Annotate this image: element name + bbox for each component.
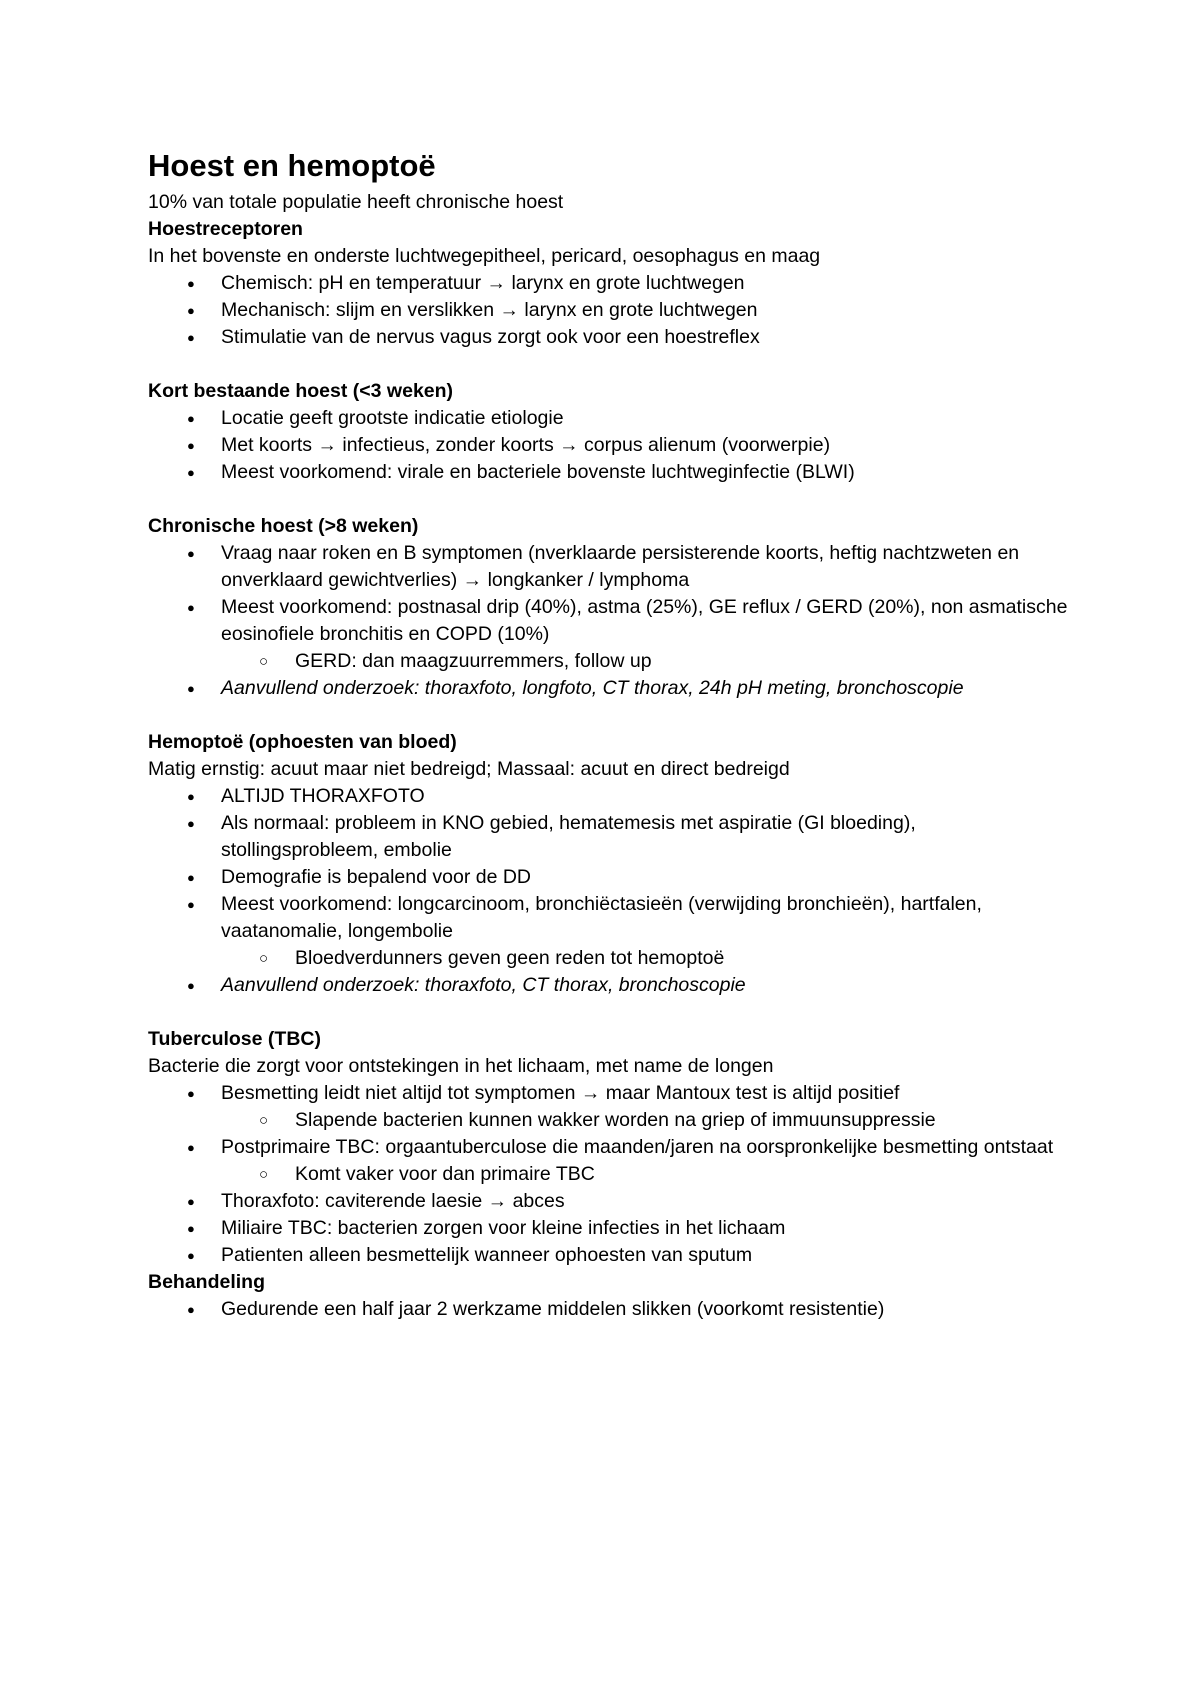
list-item: ● Met koorts → infectieus, zonder koorts → corpus alienum (voorwerpie): [148, 432, 1078, 459]
intro-text: 10% van totale populatie heeft chronische hoest: [148, 191, 564, 213]
bullet-icon: ●: [187, 1221, 195, 1236]
list-item: ● Demografie is bepalend voor de DD: [148, 864, 1078, 891]
list-item: ● Aanvullend onderzoek: thoraxfoto, CT thorax, bronchoscopie: [148, 972, 1078, 999]
list-item: ● Meest voorkomend: virale en bacteriele bovenste luchtweginfectie (BLWI): [148, 459, 1078, 486]
list-item: ● Vraag naar roken en B symptomen (nverklaarde persisterende koorts, heftig nachtzweten en onverklaard gewichtverlies) → longkanker / lymphoma: [187, 542, 1020, 591]
short-cough-list: [148, 405, 1078, 486]
spacer: [148, 486, 1078, 513]
bullet-icon: ●: [187, 789, 195, 804]
spacer: [148, 999, 1078, 1026]
section-heading-tbc: Tuberculose (TBC): [148, 1028, 321, 1050]
list-item: ● Besmetting leidt niet altijd tot symptomen → maar Mantoux test is altijd positief: [148, 1080, 1078, 1107]
tbc-list: [148, 1080, 1078, 1269]
bullet-icon: ●: [187, 330, 195, 345]
bullet-icon: ●: [187, 1140, 195, 1155]
list-item: ● Chemisch: pH en temperatuur → larynx en grote luchtwegen: [148, 270, 1078, 297]
spacer: [148, 351, 1078, 378]
section-heading-receptors: Hoestreceptoren: [148, 218, 303, 240]
bullet-icon: ●: [187, 276, 195, 291]
list-item: ● ALTIJD THORAXFOTO: [148, 783, 1078, 810]
bullet-icon: ●: [187, 411, 195, 426]
bullet-icon: ●: [187, 681, 195, 696]
list-item: ● Postprimaire TBC: orgaantuberculose die maanden/jaren na oorspronkelijke besmetting ontstaat: [148, 1134, 1078, 1161]
sub-bullet-icon: ○: [259, 653, 269, 670]
list-item: ● Meest voorkomend: longcarcinoom, bronchiëctasieën (verwijding bronchieën), hartfalen, vaatanomalie, longembolie: [187, 893, 982, 942]
list-item: ● Patienten alleen besmettelijk wanneer ophoesten van sputum: [148, 1242, 1078, 1269]
bullet-icon: ●: [187, 978, 195, 993]
list-item: ● Mechanisch: slijm en verslikken → larynx en grote luchtwegen: [148, 297, 1078, 324]
bullet-icon: ●: [187, 303, 195, 318]
list-item: ● Meest voorkomend: postnasal drip (40%), astma (25%), GE reflux / GERD (20%), non asmatische eosinofiele bronchitis en COPD (10%): [187, 596, 1068, 645]
bullet-icon: ●: [187, 816, 195, 831]
bullet-icon: ●: [187, 438, 195, 453]
bullet-icon: ●: [187, 1086, 195, 1101]
section-heading-short-cough: Kort bestaande hoest (<3 weken): [148, 380, 454, 402]
bullet-icon: ●: [187, 897, 195, 912]
bullet-icon: ●: [187, 465, 195, 480]
list-item: ● Als normaal: probleem in KNO gebied, hematemesis met aspiratie (GI bloeding), stollingsprobleem, embolie: [187, 812, 916, 861]
section-heading-treatment: Behandeling: [148, 1271, 266, 1293]
receptors-text: In het bovenste en onderste luchtwegepitheel, pericard, oesophagus en maag: [148, 245, 821, 267]
bullet-icon: ●: [187, 1194, 195, 1209]
section-heading-chronic-cough: Chronische hoest (>8 weken): [148, 515, 419, 537]
sub-list-item: ○ Bloedverdunners geven geen reden tot hemoptoë: [148, 945, 1078, 972]
section-heading-hemoptoe: Hemoptoë (ophoesten van bloed): [148, 731, 457, 753]
bullet-icon: ●: [187, 870, 195, 885]
sub-list-item: ○ GERD: dan maagzuurremmers, follow up: [148, 648, 1078, 675]
list-item: ● Miliaire TBC: bacterien zorgen voor kleine infecties in het lichaam: [148, 1215, 1078, 1242]
list-item: ● Thoraxfoto: caviterende laesie → abces: [148, 1188, 1078, 1215]
bullet-icon: ●: [187, 600, 195, 615]
list-item: ● Aanvullend onderzoek: thoraxfoto, longfoto, CT thorax, 24h pH meting, bronchoscopie: [148, 675, 1078, 702]
spacer: [148, 702, 1078, 729]
sub-bullet-icon: ○: [259, 1112, 269, 1129]
document-title: Hoest en hemoptoë: [148, 148, 436, 183]
document-page: [148, 146, 1078, 1323]
bullet-icon: ●: [187, 1302, 195, 1317]
sub-list-item: ○ Slapende bacterien kunnen wakker worden na griep of immuunsuppressie: [148, 1107, 1078, 1134]
hemoptoe-list: [148, 783, 1078, 999]
list-item: ● Stimulatie van de nervus vagus zorgt ook voor een hoestreflex: [148, 324, 1078, 351]
bullet-icon: ●: [187, 546, 195, 561]
sub-list-item: ○ Komt vaker voor dan primaire TBC: [148, 1161, 1078, 1188]
tbc-text: Bacterie die zorgt voor ontstekingen in het lichaam, met name de longen: [148, 1055, 774, 1077]
treatment-list: [148, 1296, 1078, 1323]
sub-bullet-icon: ○: [259, 950, 269, 967]
sub-bullet-icon: ○: [259, 1166, 269, 1183]
list-item: ● Locatie geeft grootste indicatie etiologie: [148, 405, 1078, 432]
hemoptoe-text: Matig ernstig: acuut maar niet bedreigd; Massaal: acuut en direct bedreigd: [148, 758, 790, 780]
bullet-icon: ●: [187, 1248, 195, 1263]
list-item: ● Gedurende een half jaar 2 werkzame middelen slikken (voorkomt resistentie): [148, 1296, 1078, 1323]
chronic-cough-list: [148, 540, 1078, 702]
receptors-list: [148, 270, 1078, 351]
